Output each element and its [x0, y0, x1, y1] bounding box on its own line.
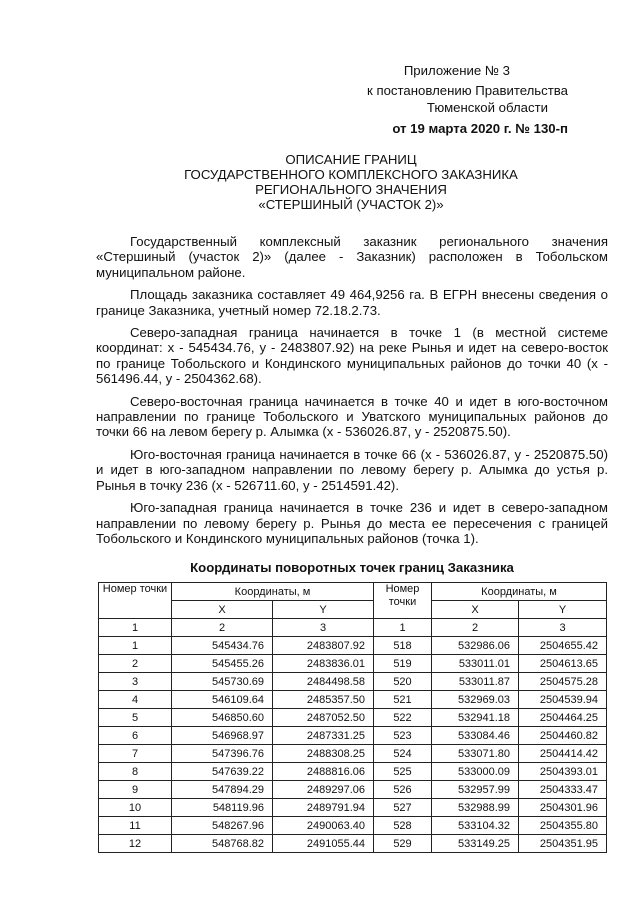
- table-cell-point-number: 529: [374, 835, 432, 853]
- table-cell-coord-x: 533149.25: [432, 835, 519, 853]
- column-number: 3: [519, 619, 607, 637]
- appendix-number: Приложение № 3: [403, 63, 510, 78]
- table-row: [99, 727, 607, 745]
- table-cell-coord-x: 533104.32: [432, 817, 519, 835]
- table-cell-coord-x: 532957.99: [432, 781, 519, 799]
- table-cell-coord-y: 2504613.65: [519, 655, 607, 673]
- table-row: [99, 655, 607, 673]
- table-cell-point-number: 524: [374, 745, 432, 763]
- table-cell-coord-x: 533071.80: [432, 745, 519, 763]
- table-cell-point-number: 523: [374, 727, 432, 745]
- table-cell-coord-x: 546109.64: [172, 691, 273, 709]
- header-y: Y: [519, 601, 607, 619]
- title-line-3: РЕГИОНАЛЬНОГО ЗНАЧЕНИЯ: [255, 182, 447, 197]
- table-cell-coord-y: 2489791.94: [273, 799, 374, 817]
- table-cell-coord-x: 545434.76: [172, 637, 273, 655]
- table-cell-coord-y: 2504539.94: [519, 691, 607, 709]
- paragraph-northeast-border: Северо-восточная граница начинается в точке 40 и идет в юго-восточном направлении по границе Тобольского и Уватского муниципальных районов до точки 66 на левом берегу р. Алымка (x - 536026.87, y - 2520875.50).: [96, 393, 608, 440]
- table-cell-coord-x: 546850.60: [172, 709, 273, 727]
- title-line-1: ОПИСАНИЕ ГРАНИЦ: [285, 152, 417, 167]
- table-row: [99, 835, 607, 853]
- description-text: [96, 234, 608, 553]
- table-cell-point-number: 518: [374, 637, 432, 655]
- table-cell-coord-y: 2487331.25: [273, 727, 374, 745]
- table-row: [99, 763, 607, 781]
- table-cell-coord-y: 2504301.96: [519, 799, 607, 817]
- table-cell-point-number: 11: [99, 817, 172, 835]
- table-cell-coord-y: 2504575.28: [519, 673, 607, 691]
- paragraph-southwest-border: Юго-западная граница начинается в точке 236 и идет в северо-западном направлении по левому берегу р. Рынья до места ее пересечения с границей Тобольского и Кондинского муниципальных районов (точка 1).: [96, 500, 608, 546]
- table-row: [99, 709, 607, 727]
- table-cell-point-number: 2: [99, 655, 172, 673]
- table-cell-coord-y: 2485357.50: [273, 691, 374, 709]
- document-title: [96, 152, 606, 212]
- title-line-4: «СТЕРШИНЫЙ (УЧАСТОК 2)»: [258, 197, 444, 212]
- appendix-block: [367, 62, 568, 137]
- appendix-resolution: к постановлению Правительства: [367, 83, 568, 98]
- table-cell-coord-x: 548267.96: [172, 817, 273, 835]
- table-cell-point-number: 526: [374, 781, 432, 799]
- table-cell-coord-x: 532988.99: [432, 799, 519, 817]
- table-cell-point-number: 3: [99, 673, 172, 691]
- table-cell-coord-y: 2484498.58: [273, 673, 374, 691]
- table-cell-coord-y: 2504351.95: [519, 835, 607, 853]
- table-cell-coord-y: 2504355.80: [519, 817, 607, 835]
- table-cell-coord-x: 545455.26: [172, 655, 273, 673]
- table-cell-point-number: 12: [99, 835, 172, 853]
- column-number: 3: [273, 619, 374, 637]
- table-cell-coord-x: 532969.03: [432, 691, 519, 709]
- table-caption: Координаты поворотных точек границ Заказника: [190, 560, 514, 575]
- table-header-row: [99, 583, 607, 601]
- table-cell-coord-x: 533011.87: [432, 673, 519, 691]
- paragraph-area: Площадь заказника составляет 49 464,9256 га. В ЕГРН внесены сведения о границе Заказника, учетный номер 72.18.2.73.: [96, 287, 608, 318]
- table-cell-point-number: 520: [374, 673, 432, 691]
- table-cell-coord-x: 547396.76: [172, 745, 273, 763]
- table-cell-point-number: 527: [374, 799, 432, 817]
- table-cell-coord-y: 2489297.06: [273, 781, 374, 799]
- table-cell-point-number: 528: [374, 817, 432, 835]
- table-cell-coord-x: 532986.06: [432, 637, 519, 655]
- paragraph-northwest-border: Северо-западная граница начинается в точке 1 (в местной системе координат: x - 545434.76, y - 2483807.92) на реке Рынья и идет на северо-восток по границе Тобольского и Кондинского муниципальных районов до точки 40 (x - 561496.44, y - 2504362.68).: [96, 325, 608, 387]
- table-cell-point-number: 6: [99, 727, 172, 745]
- table-cell-coord-x: 532941.18: [432, 709, 519, 727]
- column-number: 1: [374, 619, 432, 637]
- paragraph-location: Государственный комплексный заказник регионального значения «Стершиный (участок 2)» (далее - Заказник) расположен в Тобольском муниципальном районе.: [96, 234, 608, 280]
- table-cell-coord-x: 533000.09: [432, 763, 519, 781]
- column-number: 1: [99, 619, 172, 637]
- table-cell-point-number: 5: [99, 709, 172, 727]
- table-cell-coord-y: 2490063.40: [273, 817, 374, 835]
- table-row: [99, 691, 607, 709]
- header-coordinates: Координаты, м: [172, 583, 374, 601]
- table-cell-point-number: 519: [374, 655, 432, 673]
- table-cell-point-number: 7: [99, 745, 172, 763]
- table-row: [99, 817, 607, 835]
- header-point-number: Номер точки: [99, 583, 172, 619]
- table-subheader-row: [99, 601, 607, 619]
- column-number: 2: [432, 619, 519, 637]
- table-cell-point-number: 8: [99, 763, 172, 781]
- header-coordinates: Координаты, м: [432, 583, 607, 601]
- table-cell-point-number: 522: [374, 709, 432, 727]
- table-cell-coord-y: 2504414.42: [519, 745, 607, 763]
- table-cell-coord-x: 545730.69: [172, 673, 273, 691]
- table-cell-point-number: 521: [374, 691, 432, 709]
- table-cell-coord-x: 546968.97: [172, 727, 273, 745]
- table-cell-coord-y: 2483807.92: [273, 637, 374, 655]
- table-row: [99, 799, 607, 817]
- table-cell-coord-y: 2504460.82: [519, 727, 607, 745]
- table-cell-coord-y: 2504333.47: [519, 781, 607, 799]
- table-column-numbers-row: [99, 619, 607, 637]
- column-number: 2: [172, 619, 273, 637]
- table-cell-coord-y: 2488308.25: [273, 745, 374, 763]
- table-row: [99, 745, 607, 763]
- table-row: [99, 781, 607, 799]
- header-y: Y: [273, 601, 374, 619]
- table-cell-coord-y: 2488816.06: [273, 763, 374, 781]
- table-cell-coord-y: 2483836.01: [273, 655, 374, 673]
- table-cell-coord-y: 2487052.50: [273, 709, 374, 727]
- title-line-2: ГОСУДАРСТВЕННОГО КОМПЛЕКСНОГО ЗАКАЗНИКА: [184, 167, 518, 182]
- table-cell-point-number: 9: [99, 781, 172, 799]
- table-cell-point-number: 1: [99, 637, 172, 655]
- table-row: [99, 673, 607, 691]
- paragraph-southeast-border: Юго-восточная граница начинается в точке 66 (x - 536026.87, y - 2520875.50) и идет в юго-западном направлении по левому берегу р. Алымка до устья р. Рынья в точку 236 (x - 526711.60, y - 2514591.42).: [96, 446, 608, 493]
- table-cell-coord-x: 547639.22: [172, 763, 273, 781]
- header-x: X: [432, 601, 519, 619]
- table-cell-coord-x: 548119.96: [172, 799, 273, 817]
- table-cell-point-number: 525: [374, 763, 432, 781]
- table-cell-coord-x: 533011.01: [432, 655, 519, 673]
- table-cell-point-number: 4: [99, 691, 172, 709]
- table-row: [99, 637, 607, 655]
- appendix-order-date: от 19 марта 2020 г. № 130-п: [392, 121, 568, 136]
- table-cell-coord-x: 547894.29: [172, 781, 273, 799]
- appendix-region: Тюменской области: [426, 100, 548, 115]
- coordinates-table: [98, 582, 607, 853]
- table-cell-coord-y: 2504655.42: [519, 637, 607, 655]
- table-cell-coord-y: 2504393.01: [519, 763, 607, 781]
- table-cell-coord-y: 2491055.44: [273, 835, 374, 853]
- header-x: X: [172, 601, 273, 619]
- table-cell-coord-x: 548768.82: [172, 835, 273, 853]
- table-cell-point-number: 10: [99, 799, 172, 817]
- table-cell-coord-y: 2504464.25: [519, 709, 607, 727]
- table-cell-coord-x: 533084.46: [432, 727, 519, 745]
- header-point-number: Номер точки: [374, 583, 432, 619]
